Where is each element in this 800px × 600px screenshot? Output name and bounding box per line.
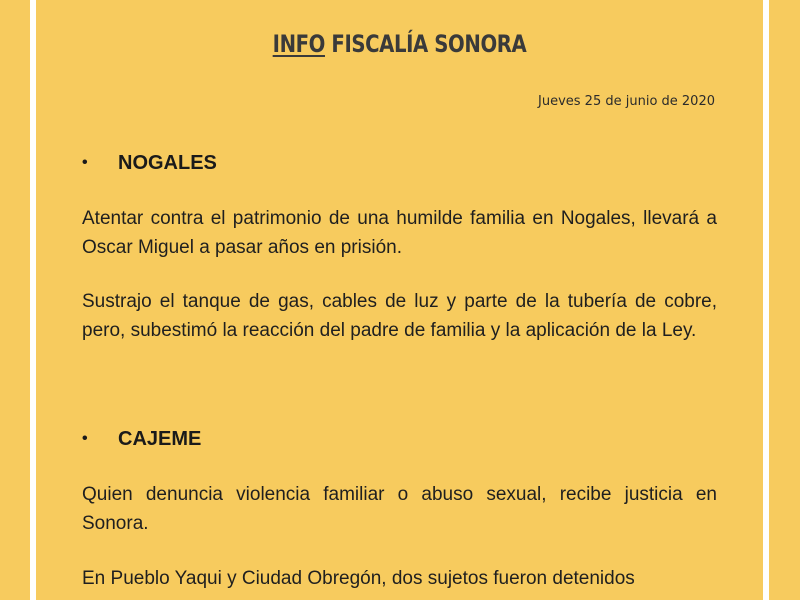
page-title	[101, 30, 697, 58]
paragraph: En Pueblo Yaqui y Ciudad Obregón, dos sujetos fueron detenidos	[82, 568, 635, 589]
title-prefix: INFO	[272, 30, 325, 58]
section-heading-nogales	[82, 152, 217, 175]
section-heading-label: NOGALES	[118, 152, 217, 174]
section-heading-cajeme	[82, 428, 201, 451]
paragraph: Quien denuncia violencia familiar o abuso sexual, recibe justicia en Sonora.	[82, 484, 717, 534]
document-page	[36, 0, 763, 600]
section-heading-label: CAJEME	[118, 428, 202, 450]
paragraph: Sustrajo el tanque de gas, cables de luz y parte de la tubería de cobre, pero, subestimó la reacción del padre de familia y la aplicación de la Ley.	[82, 291, 717, 341]
bullet-icon: •	[82, 430, 88, 447]
bullet-icon: •	[82, 154, 88, 171]
publication-date: Jueves 25 de junio de 2020	[538, 94, 715, 109]
title-rest: FISCALÍA SONORA	[331, 30, 527, 58]
paragraph: Atentar contra el patrimonio de una humilde familia en Nogales, llevará a Oscar Miguel a pasar años en prisión.	[82, 208, 717, 258]
right-frame-line	[763, 0, 769, 600]
